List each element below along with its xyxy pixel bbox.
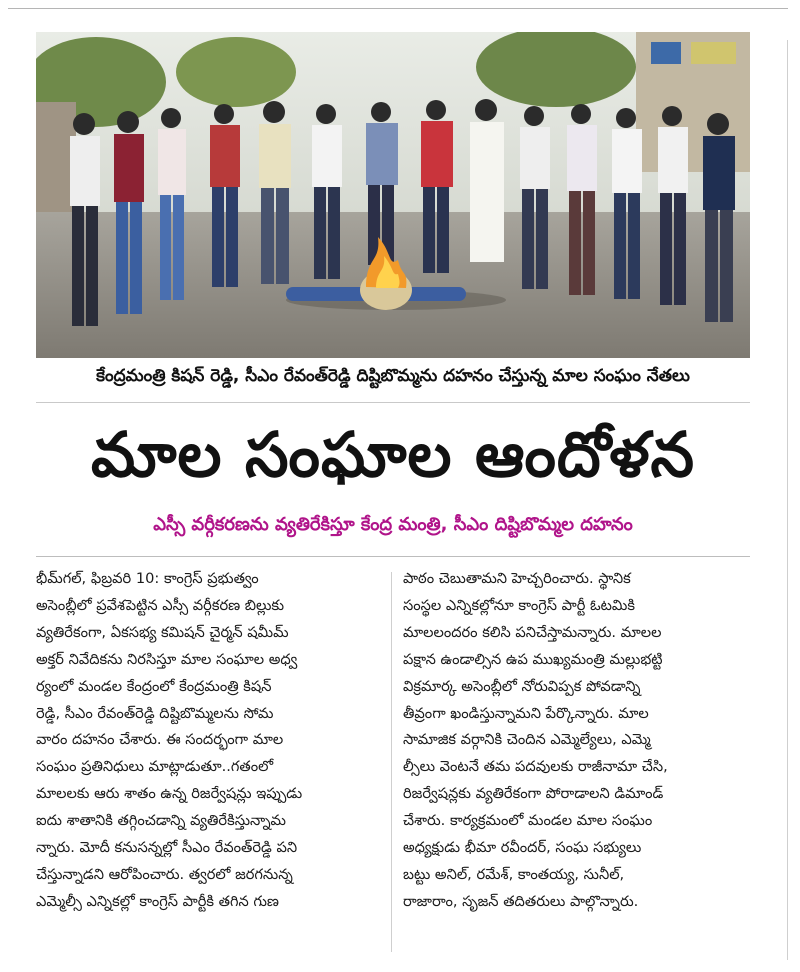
subheadline: ఎస్సీ వర్గీకరణను వ్యతిరేకిస్తూ కేంద్ర మంత్రి, సీఎం దిష్టిబొమ్మల దహనం (153, 514, 633, 535)
article-line: పాఠం చెబుతామని హెచ్చరించారు. స్థానిక (403, 570, 631, 587)
article-line: బట్టు అనిల్, రమేశ్, కాంతయ్య, సునీల్, (403, 865, 625, 883)
article-line: సంఘం ప్రతినిధులు మాట్లాడుతూ..గతంలో (36, 758, 274, 776)
article-column-left (36, 566, 381, 916)
article-line: పక్షాన ఉండాల్సిన ఉప ముఖ్యమంత్రి మల్లుభట్టి (403, 650, 663, 668)
photo-caption: కేంద్రమంత్రి కిషన్ రెడ్డి, సీఎం రేవంత్‌రెడ్డి దిష్టిబొమ్మను దహనం చేస్తున్న మాల సంఘం నేతలు (96, 366, 690, 386)
article-line: అధ్యక్షుడు భీమా రవీందర్, సంఘ సభ్యులు (403, 839, 642, 857)
article-line: అసెంబ్లీలో ప్రవేశపెట్టిన ఎస్సీ వర్గీకరణ బిల్లుకు (36, 596, 285, 614)
article-line: ర్యంలో మండల కేంద్రంలో కేంద్రమంత్రి కిషన్ (36, 677, 272, 695)
top-rule (8, 8, 788, 9)
article-line: రాజారాం, సృజన్ తదితరులు పాల్గొన్నారు. (403, 892, 639, 910)
news-photo (36, 32, 750, 358)
headline: మాల సంఘాల ఆందోళన (90, 418, 696, 491)
article-line: చేస్తున్నాడని ఆరోపించారు. త్వరలో జరగనున్న (36, 865, 293, 883)
article-line: విక్రమార్క అసెంబ్లీలో నోరువిప్పక పోవడాన్ని (403, 677, 641, 695)
article-line: తీవ్రంగా ఖండిస్తున్నామని పేర్కొన్నారు. మాల (403, 704, 649, 722)
article-line: ఎమ్మెల్సీ ఎన్నికల్లో కాంగ్రెస్ పార్టీకి తగిన గుణ (36, 892, 279, 910)
article-line: సామాజిక వర్గానికి చెందిన ఎమ్మెల్యేలు, ఎమ్మె (403, 731, 651, 749)
body-rule (36, 556, 750, 557)
article-line: చేశారు. కార్యక్రమంలో మండల మాల సంఘం (403, 812, 653, 830)
caption-separator (36, 402, 750, 403)
article-line: వారం దహనం చేశారు. ఈ సందర్భంగా మాల (36, 731, 284, 749)
article-line: న్నారు. మోదీ కనుసన్నల్లో సీఎం రేవంత్‌రెడ్డి పని (36, 839, 298, 857)
article-line: సంస్థల ఎన్నికల్లోనూ కాంగ్రెస్ పార్టీ ఓటమికి (403, 596, 635, 614)
article-line: ఐదు శాతానికి తగ్గించడాన్ని వ్యతిరేకిస్తున్నామ (36, 812, 286, 830)
article-line: మాలలకు ఆరు శాతం ఉన్న రిజర్వేషన్లు ఇప్పుడు (36, 785, 303, 803)
article-line: భీమ్‌గల్, ఫిబ్రవరి 10: కాంగ్రెస్ ప్రభుత్వం (36, 570, 259, 587)
article-column-right (403, 566, 748, 916)
article-line: మాలలందరం కలిసి పనిచేస్తామన్నారు. మాలల (403, 623, 662, 641)
article-line: రెడ్డి, సీఎం రేవంత్‌రెడ్డి దిష్టిబొమ్మలను సోమ (36, 704, 274, 722)
article-line: ల్సీలు వెంటనే తమ పదవులకు రాజీనామా చేసి, (403, 758, 668, 776)
column-divider (391, 572, 392, 952)
article-line: వ్యతిరేకంగా, ఏకసభ్య కమిషన్ చైర్మన్ షమీమ్ (36, 623, 289, 641)
article-line: అక్తర్ నివేదికను నిరసిస్తూ మాల సంఘాల అధ్వ (36, 650, 298, 668)
article-line: రిజర్వేషన్లకు వ్యతిరేకంగా పోరాడాలని డిమాండ్ (403, 785, 664, 803)
right-column-rule (787, 40, 788, 960)
